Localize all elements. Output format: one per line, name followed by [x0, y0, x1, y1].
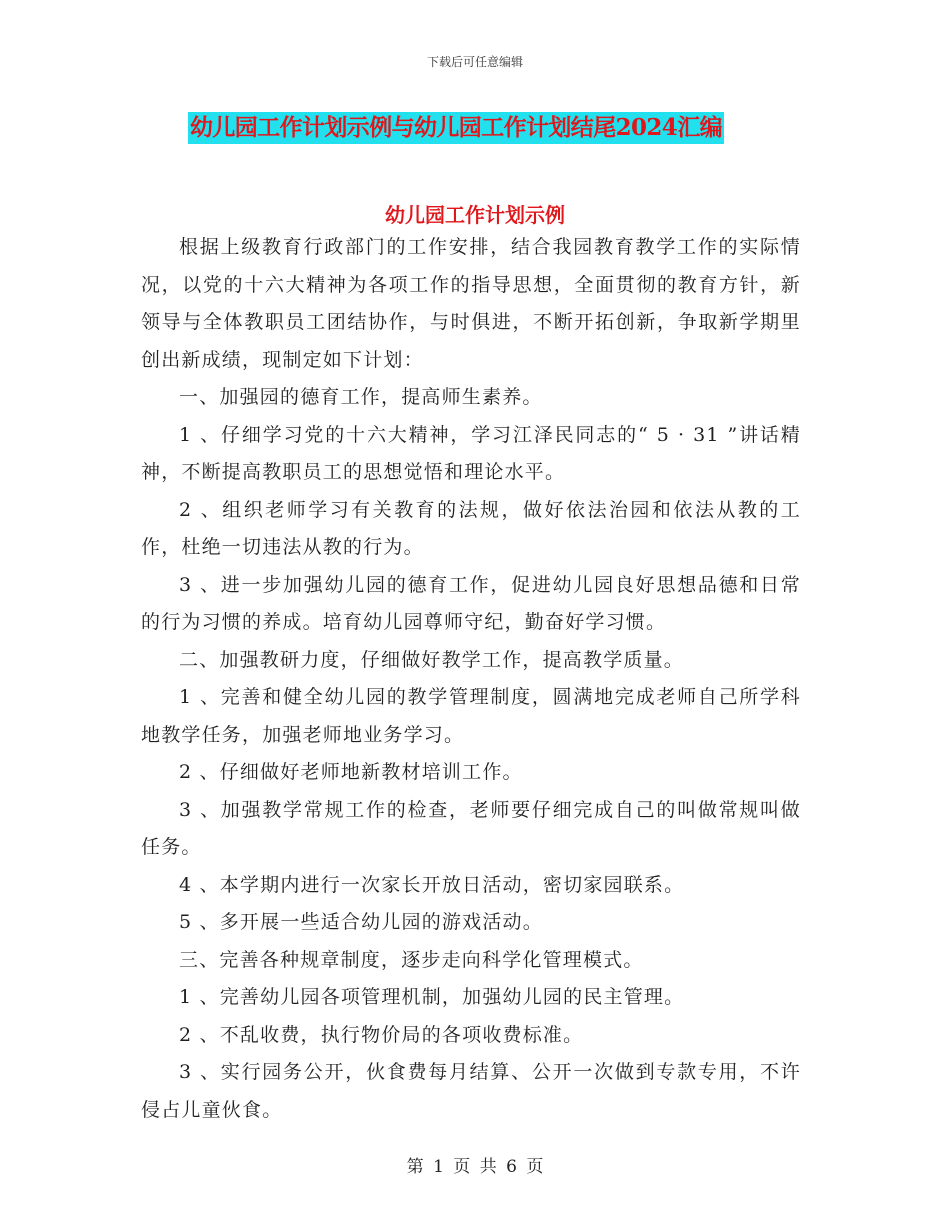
- document-body: [141, 229, 801, 1129]
- paragraph: 根据上级教育行政部门的工作安排，结合我园教育教学工作的实际情况，以党的十六大精神为各项工作的指导思想，全面贯彻的教育方针，新领导与全体教职员工团结协作，与时俱进，不断开拓创新，争取新学期里创出新成绩，现制定如下计划：: [141, 236, 801, 371]
- paragraph: 2 、组织老师学习有关教育的法规，做好依法治园和依法从教的工作，杜绝一切违法从教的行为。: [141, 498, 801, 558]
- paragraph: 二、加强教研力度，仔细做好教学工作，提高教学质量。: [179, 648, 685, 671]
- paragraph: 一、加强园的德育工作，提高师生素养。: [179, 386, 543, 408]
- header-note: 下载后可任意编辑: [426, 55, 523, 69]
- paragraph: 1 、完善幼儿园各项管理机制，加强幼儿园的民主管理。: [179, 986, 685, 1008]
- paragraph: 3 、实行园务公开，伙食费每月结算、公开一次做到专款专用，不许侵占儿童伙食。: [141, 1061, 801, 1121]
- paragraph: 4 、本学期内进行一次家长开放日活动，密切家园联系。: [179, 873, 685, 896]
- page-footer: 第 1 页 共 6 页: [406, 1157, 544, 1177]
- paragraph: 2 、不乱收费，执行物价局的各项收费标准。: [179, 1023, 584, 1046]
- paragraph: 2 、仔细做好老师地新教材培训工作。: [179, 761, 523, 783]
- paragraph: 5 、多开展一些适合幼儿园的游戏活动。: [179, 911, 543, 933]
- section-title: 幼儿园工作计划示例: [385, 203, 565, 227]
- paragraph: 3 、进一步加强幼儿园的德育工作，促进幼儿园良好思想品德和日常的行为习惯的养成。培育幼儿园尊师守纪，勤奋好学习惯。: [141, 573, 801, 633]
- paragraph: 1 、完善和健全幼儿园的教学管理制度，圆满地完成老师自己所学科地教学任务，加强老师地业务学习。: [141, 686, 801, 746]
- paragraph: 3 、加强教学常规工作的检查，老师要仔细完成自己的叫做常规叫做任务。: [141, 798, 801, 858]
- paragraph: 1 、仔细学习党的十六大精神，学习江泽民同志的“ 5 · 31 ”讲话精神，不断提高教职员工的思想觉悟和理论水平。: [141, 423, 801, 483]
- paragraph: 三、完善各种规章制度，逐步走向科学化管理模式。: [179, 948, 644, 971]
- document-title: 幼儿园工作计划示例与幼儿园工作计划结尾2024汇编: [188, 112, 724, 144]
